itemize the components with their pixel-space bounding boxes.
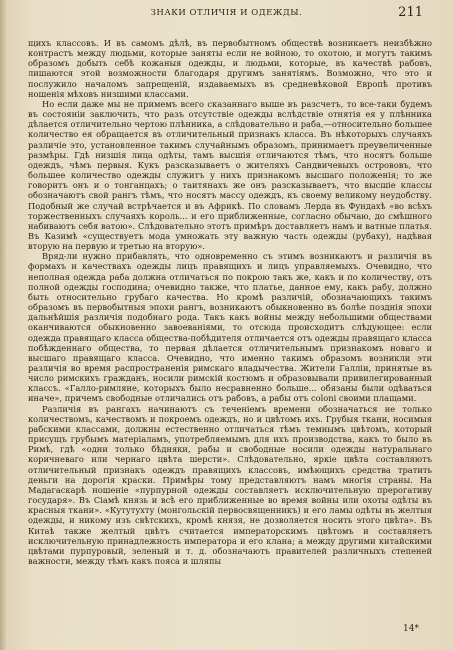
running-title: ЗНАКИ ОТЛИЧІЯ И ОДЕЖДЫ. <box>150 8 303 18</box>
paragraph-2: Но если даже мы не примемъ всего сказаннаго выше въ разсчетъ, то все-таки будемъ въ состояніи заключить, что разъ отсутствіе одежды вслѣдствіе отнятія ея у плѣнника дѣлается отличительно чертою плѣнника, а слѣдовательно и раба,—относительно большее количество ея обращается въ отличительный признакъ класса. Въ нѣкоторыхъ случаяхъ различіе это, установленное такимъ случайнымъ образомъ, принимаетъ преувеличенные размѣры. Гдѣ низшія лица одѣты, тамъ высшія отличаются тѣмъ, что носятъ больше одеждъ, чѣмъ первыя. Кукъ разсказываетъ о жителяхъ Сандвичевыхъ острововъ, что большее количество одежды служитъ у нихъ признакомъ высшаго положенія; то же говоритъ онъ и о тонганцахъ; о таитянахъ же онъ разсказываетъ, что высшіе классы обозначаютъ свой рангъ тѣмъ, что носятъ массу одеждъ, къ своему великому неудобству. Подобный же случай встрѣчается и въ Африкѣ. По словамъ Лерда въ Фундахѣ «во всѣхъ торжественныхъ случаяхъ король... и его приближенные, согласно обычаю, до смѣшного набиваютъ себя ватою». Слѣдовательно этотъ примѣръ доставляетъ намъ и ватные платья. Въ Казимѣ «существуетъ мода умножать эту важную часть одежды (рубаху), надѣвая вторую на первую и третью на вторую». <box>28 98 432 252</box>
page-number: 211 <box>398 5 423 20</box>
signature-mark: 14* <box>403 624 419 634</box>
running-header <box>0 4 453 24</box>
paragraph-1: щихъ классовъ. И въ самомъ дѣлѣ, въ первобытномъ обществѣ возникаетъ неизбѣжно контрастъ между людьми, которые заняты если не войною, то охотою, и могутъ такимъ образомъ добыть себѣ кожаныя одежды, и людьми, которые, въ качествѣ рабовъ, лишаются этой возможности благодаря другимъ занятіямъ. Возможно, что это и послужило началомъ запрещеній, издаваемыхъ въ средневѣковой Европѣ противъ ношенія мѣховъ низшими классами. <box>28 38 432 99</box>
paragraph-4: Различія въ рангахъ начинаютъ съ теченіемъ времени обозначаться не только количествомъ, качествомъ и покроемъ одеждъ, но и цвѣтомъ ихъ. Грубыя ткани, носимыя рабскими классами, должны естественно отличаться тѣмъ темнымъ цвѣтомъ, который присущъ грубымъ матеріаламъ, употребляемымъ для ихъ производства, какъ то было въ Римѣ, гдѣ «одни только бѣдняки, рабы и свободные носили одежды натуральнаго коричневаго или чернаго цвѣта шерсти». Слѣдовательно, яркіе цвѣта составляютъ отличительный признакъ одеждъ правящихъ классовъ, имѣющихъ средства тратить деньги на дорогія краски. Примѣры тому представляютъ намъ многія страны. На Мадагаскарѣ ношеніе «пурпурной одежды составляетъ исключительную прерогативу государя». Въ Сіамѣ князь и всѣ его приближенные во время войны или охоты одѣты въ красныя ткани». «Кутутухту (монгольскій первосвященникъ) и его ламы одѣты въ желтыя одежды, и никому изъ свѣтскихъ, кромѣ князя, не дозволяется носить этого цвѣта». Въ Китаѣ также желтый цвѣтъ считается императорскимъ цвѣтомъ и составляетъ исключительную принадлежность императора и его клана; а между другими китайскими цвѣтами пурпуровый, зеленый и т. д. обозначаютъ правителей различныхъ степеней важности, между тѣмъ какъ пояса и шляпы <box>28 403 432 566</box>
page-binding-edge <box>0 0 6 650</box>
paragraph-3: Вряд-ли нужно прибавлять, что одновременно съ этимъ возникаютъ и различія въ формахъ и качествахъ одежды лицъ правящихъ и лицъ управляемыхъ. Очевидно, что неполная одежда раба должна отличаться по покрою такъ же, какъ и по количеству, отъ полной одежды господина; очевидно также, что платье, данное ему, какъ рабу, должно быть относительно грубаго качества. Но кромѣ различій, обозначающихъ такимъ образомъ въ первобытныя эпохи рангъ, возникаютъ обыкновенно въ болѣе позднія эпохи дальнѣйшія различія подобнаго рода. Такъ какъ войны между небольшими обществами оканчиваются обыкновенно завоеваніями, то отсюда происходитъ слѣдующее: если одежда правящаго класса общества-побѣдителя отличается отъ одежды правящаго класса побѣжденнаго общества, то первая дѣлается отличительнымъ признакомъ новаго и высшаго правящаго класса. Очевидно, что именно такимъ образомъ возникли эти различія во время распространенія римскаго владычества. Жители Галліи, принятые въ число римскихъ гражданъ, носили римскій костюмъ и образовывали привилегированный классъ. «Галло-римляне, которыхъ было несравненно больше... обязаны были одѣваться иначе», причемъ свободные отличались отъ рабовъ, а рабы отъ coloni своими плащами. <box>28 251 432 404</box>
body-text <box>28 38 432 566</box>
